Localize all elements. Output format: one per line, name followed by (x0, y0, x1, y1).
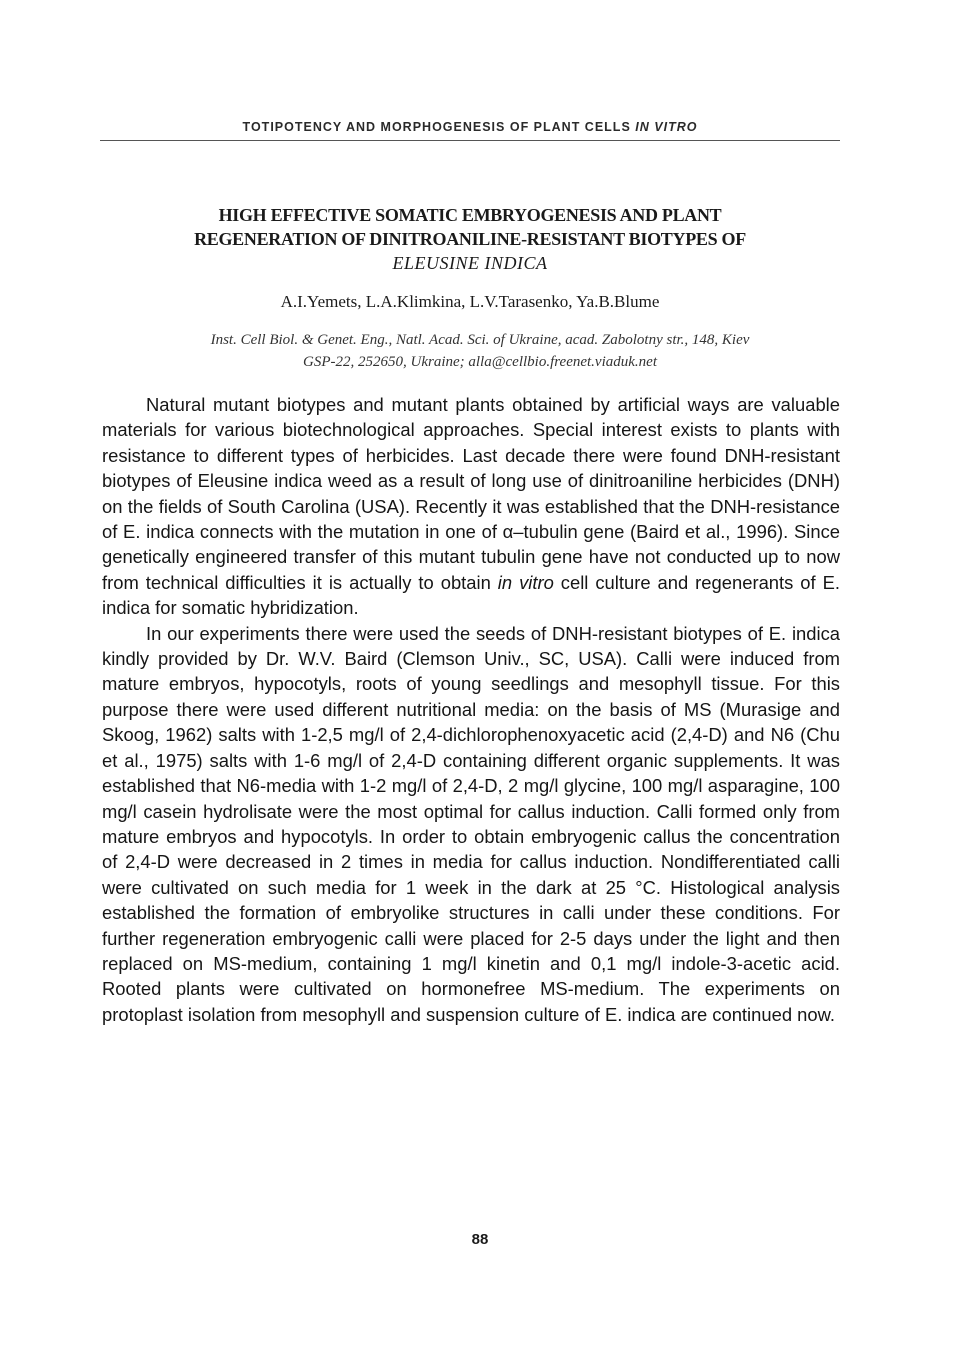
running-head (100, 120, 840, 134)
running-head-rule (100, 140, 840, 141)
abstract-body (102, 392, 840, 1027)
authors: A.I.Yemets, L.A.Klimkina, L.V.Tarasenko, Ya.B.Blume (280, 292, 660, 311)
paragraph-1-italic: in vitro (497, 571, 554, 593)
affiliation-line-2: GSP-22, 252650, Ukraine; alla@cellbio.freenet.viaduk.net (303, 354, 657, 370)
title-species: ELEUSINE INDICA (392, 253, 548, 273)
paragraph-1 (102, 392, 840, 621)
title-line-1: HIGH EFFECTIVE SOMATIC EMBRYOGENESIS AND PLANT (218, 205, 722, 225)
running-head-text: TOTIPOTENCY AND MORPHOGENESIS OF PLANT CELLS (242, 120, 631, 134)
page-number: 88 (471, 1231, 489, 1248)
title-line-2: REGENERATION OF DINITROANILINE-RESISTANT BIOTYPES OF (194, 229, 746, 249)
paper-title (110, 203, 830, 275)
paragraph-1-part-1: Natural mutant biotypes and mutant plants obtained by artificial ways are valuable materials for various biotechnological approaches. Special interest exists to plants with resistance to different types of herbicides. Last decade there were found DNH-resistant biotypes of Eleusine indica weed as a result of long use of dinitroaniline herbicides (DNH) on the fields of South Carolina (USA). Recently it was established that the DNH-resistance of E. indica connects with the mutation in one of α–tubulin gene (Baird et al., 1996). Since genetically engineered transfer of this mutant tubulin gene have not conducted up to now from technical difficulties it is actually to obtain (102, 394, 840, 593)
running-head-italic: IN VITRO (635, 120, 698, 134)
paragraph-1-part-2: cell culture and regenerants of E. indica for somatic hybridization. (102, 571, 840, 619)
paragraph-2: In our experiments there were used the seeds of DNH-resistant biotypes of E. indica kindly provided by Dr. W.V. Baird (Clemson Univ., SC, USA). Calli were induced from mature embryos, hypocotyls, roots of young seedlings and mesophyll tissue. For this purpose there were used different nutritional media: on the basis of MS (Murasige and Skoog, 1962) salts with 1-2,5 mg/l of 2,4-dichlorophenoxyacetic acid (2,4-D) and N6 (Chu et al., 1975) salts with 1-6 mg/l of 2,4-D containing different organic supplements. It was established that N6-media with 1-2 mg/l of 2,4-D, 2 mg/l glycine, 100 mg/l asparagine, 100 mg/l casein hydrolisate were the most optimal for callus induction. Calli formed only from mature embryos and hypocotyls. In order to obtain embryogenic callus the concentration of 2,4-D were decreased in 2 times in media for callus induction. Nondifferentiated calli were cultivated on such media for 1 week in the dark at 25 °C. Histological analysis established the formation of embryolike structures in calli under these conditions. For further regeneration embryogenic calli were placed for 2-5 days under the light and then replaced on MS-medium, containing 1 mg/l kinetin and 0,1 mg/l indole-3-acetic acid. Rooted plants were cultivated on hormonefree MS-medium. The experiments on protoplast isolation from mesophyll and suspension culture of E. indica are continued now. (102, 622, 840, 1025)
affiliation (120, 329, 840, 373)
affiliation-line-1: Inst. Cell Biol. & Genet. Eng., Natl. Acad. Sci. of Ukraine, acad. Zabolotny str., 148, Kiev (210, 332, 750, 348)
